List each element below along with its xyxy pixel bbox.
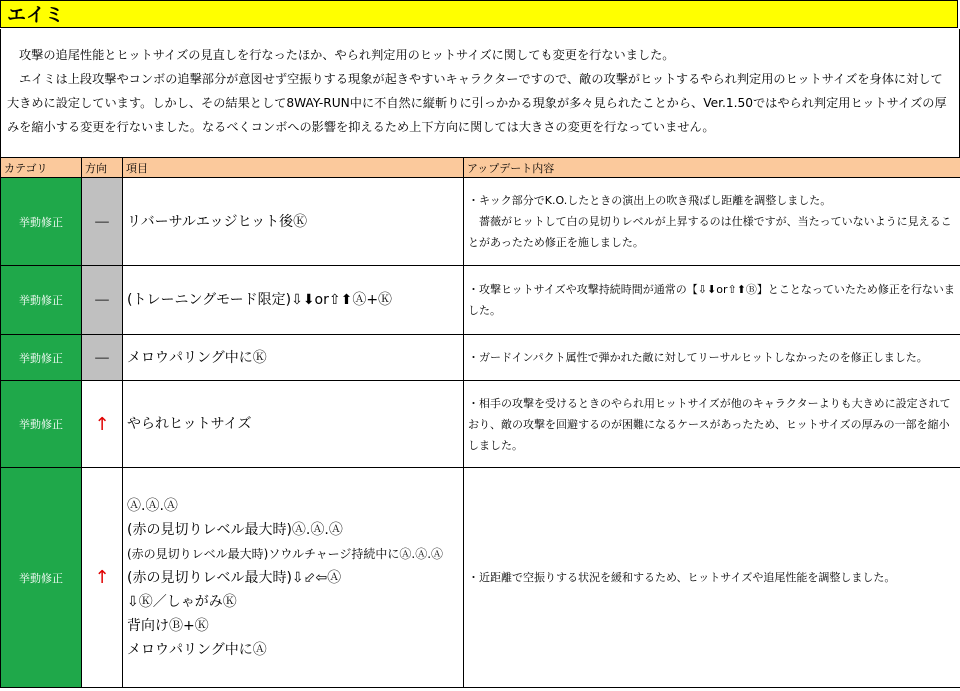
direction-cell <box>82 381 123 468</box>
item-line: (赤の見切りレベル最大時)Ⓐ.Ⓐ.Ⓐ <box>127 521 343 538</box>
table-header-row <box>1 158 960 178</box>
header-update: アップデート内容 <box>464 158 960 178</box>
character-title: エイミ <box>0 0 958 28</box>
item-cell <box>123 266 464 335</box>
item-cell <box>123 178 464 266</box>
item-line: (赤の見切りレベル最大時)ソウルチャージ持続中にⒶ.Ⓐ.Ⓐ <box>127 546 444 561</box>
table-row <box>1 381 960 468</box>
update-table <box>0 157 960 688</box>
table-row <box>1 468 960 688</box>
item-line: ⇩Ⓚ／しゃがみⓀ <box>127 593 237 610</box>
direction-cell: － <box>82 335 123 381</box>
item-line: やられヒットサイズ <box>127 416 252 432</box>
table-row <box>1 266 960 335</box>
header-category: カテゴリ <box>1 158 82 178</box>
item-line: Ⓐ.Ⓐ.Ⓐ <box>127 497 178 514</box>
category-cell: 挙動修正 <box>1 468 82 688</box>
detail-line: ・近距離で空振りする状況を緩和するため、ヒットサイズや追尾性能を調整しました。 <box>468 571 896 584</box>
table-row <box>1 335 960 381</box>
table-row <box>1 178 960 266</box>
header-direction: 方向 <box>82 158 123 178</box>
up-arrow-icon: ↑ <box>94 567 110 588</box>
item-cell <box>123 335 464 381</box>
detail-line: ・キック部分でK.O.したときの演出上の吹き飛ばし距離を調整しました。 <box>468 194 832 207</box>
item-line: (赤の見切りレベル最大時)⇩⬃⇦Ⓐ <box>127 569 342 586</box>
intro-text <box>0 29 960 157</box>
header-item: 項目 <box>123 158 464 178</box>
direction-cell <box>82 468 123 688</box>
item-line: (トレーニングモード限定)⇩⬇or⇧⬆Ⓐ+Ⓚ <box>127 292 393 308</box>
detail-cell <box>464 335 960 381</box>
direction-cell: － <box>82 178 123 266</box>
item-line: リバーサルエッジヒット後Ⓚ <box>127 213 308 230</box>
category-cell: 挙動修正 <box>1 266 82 335</box>
item-line: メロウパリング中にⓀ <box>127 349 267 366</box>
detail-cell <box>464 468 960 688</box>
direction-cell: － <box>82 266 123 335</box>
intro-paragraph-2: エイミは上段攻撃やコンボの追撃部分が意図せず空振りする現象が起きやすいキャラクターですので、敵の攻撃がヒットするやられ判定用のヒットサイズを身体に対して大きめに設定しています。しかし、その結果として8WAY-RUN中に不自然に縦斬りに引っかかる現象が多々見られたことから、Ver.1.50ではやられ判定用ヒットサイズの厚みを縮小する変更を行ないました。なるべくコンボへの影響を抑えるため上下方向に関しては大きさの変更を行なっていません。 <box>7 72 947 134</box>
detail-cell <box>464 178 960 266</box>
up-arrow-icon: ↑ <box>94 413 110 435</box>
detail-cell <box>464 381 960 468</box>
detail-cell <box>464 266 960 335</box>
detail-line: ・ガードインパクト属性で弾かれた敵に対してリーサルヒットしなかったのを修正しました。 <box>468 351 928 364</box>
detail-line: ・攻撃ヒットサイズや攻撃持続時間が通常の【⇩⬇or⇧⬆Ⓑ】とことなっていたため修正を行ないました。 <box>468 283 955 317</box>
item-line: 背向けⒷ+Ⓚ <box>127 617 209 634</box>
detail-line: 薔薇がヒットして白の見切りレベルが上昇するのは仕様ですが、当たっていないように見えることがあったため修正を施しました。 <box>468 215 952 249</box>
category-cell: 挙動修正 <box>1 178 82 266</box>
category-cell: 挙動修正 <box>1 335 82 381</box>
item-line: メロウパリング中にⒶ <box>127 641 267 658</box>
category-cell: 挙動修正 <box>1 381 82 468</box>
item-cell <box>123 381 464 468</box>
detail-line: ・相手の攻撃を受けるときのやられ用ヒットサイズが他のキャラクターよりも大きめに設定されており、敵の攻撃を回避するのが困難になるケースがあったため、ヒットサイズの厚みの一部を縮小しました。 <box>468 396 951 452</box>
intro-paragraph-1: 攻撃の追尾性能とヒットサイズの見直しを行なったほか、やられ判定用のヒットサイズに関しても変更を行ないました。 <box>19 48 675 62</box>
item-cell <box>123 468 464 688</box>
